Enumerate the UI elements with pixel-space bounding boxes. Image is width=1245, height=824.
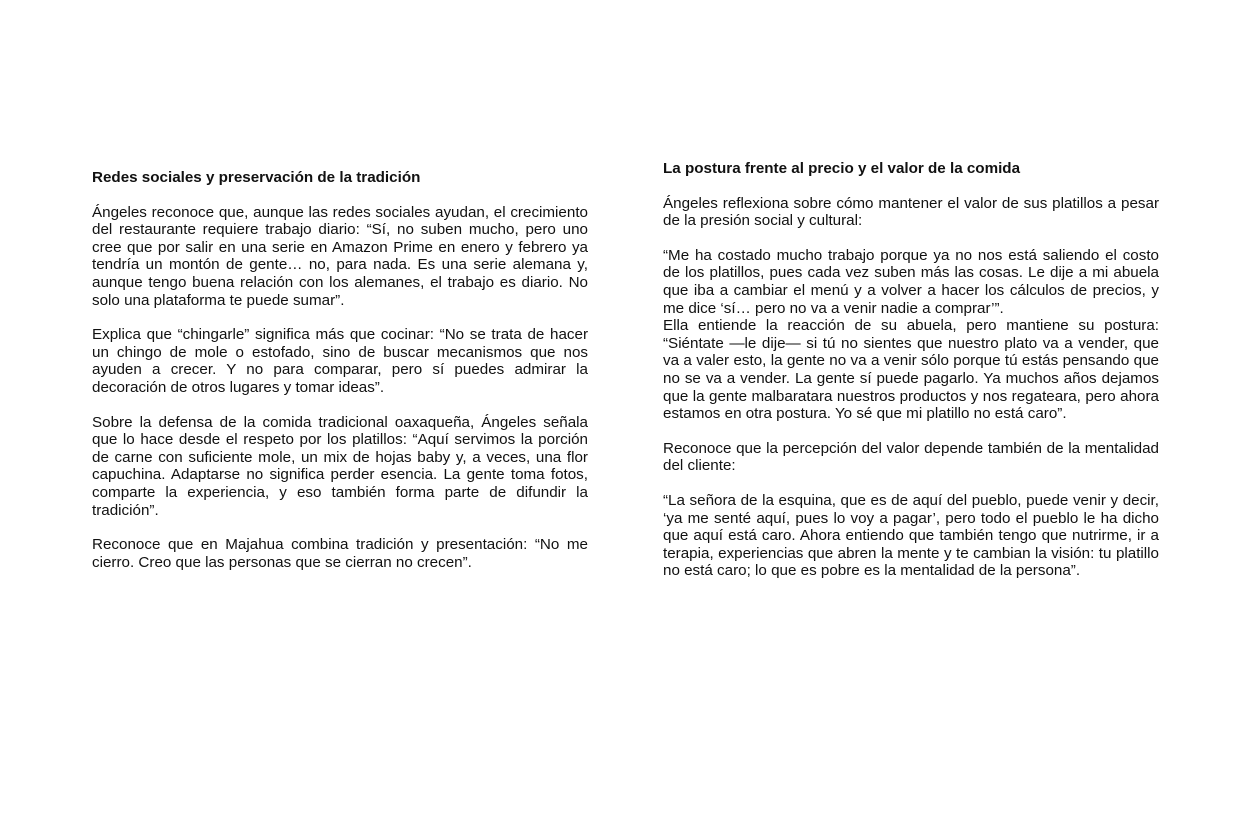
paragraph: Explica que “chingarle” significa más que cocinar: “No se trata de hacer un chingo de mole o estofado, sino de buscar mecanismos que nos ayuden a crecer. Y no para comparar, pero sí puedes admirar la decoración de otros lugares y tomar ideas”. (92, 326, 588, 396)
paragraph: Sobre la defensa de la comida tradicional oaxaqueña, Ángeles señala que lo hace desde el respeto por los platillos: “Aquí servimos la porción de carne con suficiente mole, un mix de hojas baby y, a veces, una flor capuchina. Adaptarse no significa perder esencia. La gente toma fotos, comparte la experiencia, y eso también forma parte de difundir la tradición”. (92, 413, 588, 519)
paragraph: “La señora de la esquina, que es de aquí del pueblo, puede venir y decir, ‘ya me senté aquí, pues lo voy a pagar’, pero todo el pueblo le ha dicho que aquí está caro. Ahora entiendo que también tengo que nutrirme, ir a terapia, experiencias que abren la mente y te cambian la visión: tu platillo no está caro; lo que es pobre es la mentalidad de la persona”. (663, 491, 1159, 580)
section-heading-social-media: Redes sociales y preservación de la tradición (92, 169, 421, 186)
section-heading-price: La postura frente al precio y el valor de la comida (663, 160, 1021, 177)
paragraph: Ella entiende la reacción de su abuela, pero mantiene su postura: “Siéntate —le dije— si tú no sientes que nuestro plato va a vender, que va a valer esto, la gente no va a venir sólo porque tú estás pensando que no se va a vender. La gente sí puede pagarlo. Ya muchos años dejamos que la gente malbaratara nuestros productos y nos regateara, pero ahora estamos en otra postura. Yo sé que mi platillo no está caro”. (663, 317, 1159, 423)
right-column (663, 160, 1159, 597)
paragraph: Ángeles reconoce que, aunque las redes sociales ayudan, el crecimiento del restaurante requiere trabajo diario: “Sí, no suben mucho, pero uno cree que por salir en una serie en Amazon Prime en enero y febrero ya tendría un montón de gente… no, para nada. Es una serie alemana y, aunque tengo buena relación con los alemanes, el trabajo es diario. No solo una plataforma te puede sumar”. (92, 203, 588, 309)
paragraph: Reconoce que en Majahua combina tradición y presentación: “No me cierro. Creo que las personas que se cierran no crecen”. (92, 536, 588, 571)
paragraph: “Me ha costado mucho trabajo porque ya no nos está saliendo el costo de los platillos, pues cada vez suben más las cosas. Le dije a mi abuela que iba a cambiar el menú y a volver a hacer los cálculos de precios, y me dice ‘sí… pero no va a venir nadie a comprar’”. (663, 246, 1159, 317)
paragraph: Ángeles reflexiona sobre cómo mantener el valor de sus platillos a pesar de la presión social y cultural: (663, 194, 1159, 230)
paragraph: Reconoce que la percepción del valor depende también de la mentalidad del cliente: (663, 439, 1159, 475)
left-column (92, 169, 588, 588)
